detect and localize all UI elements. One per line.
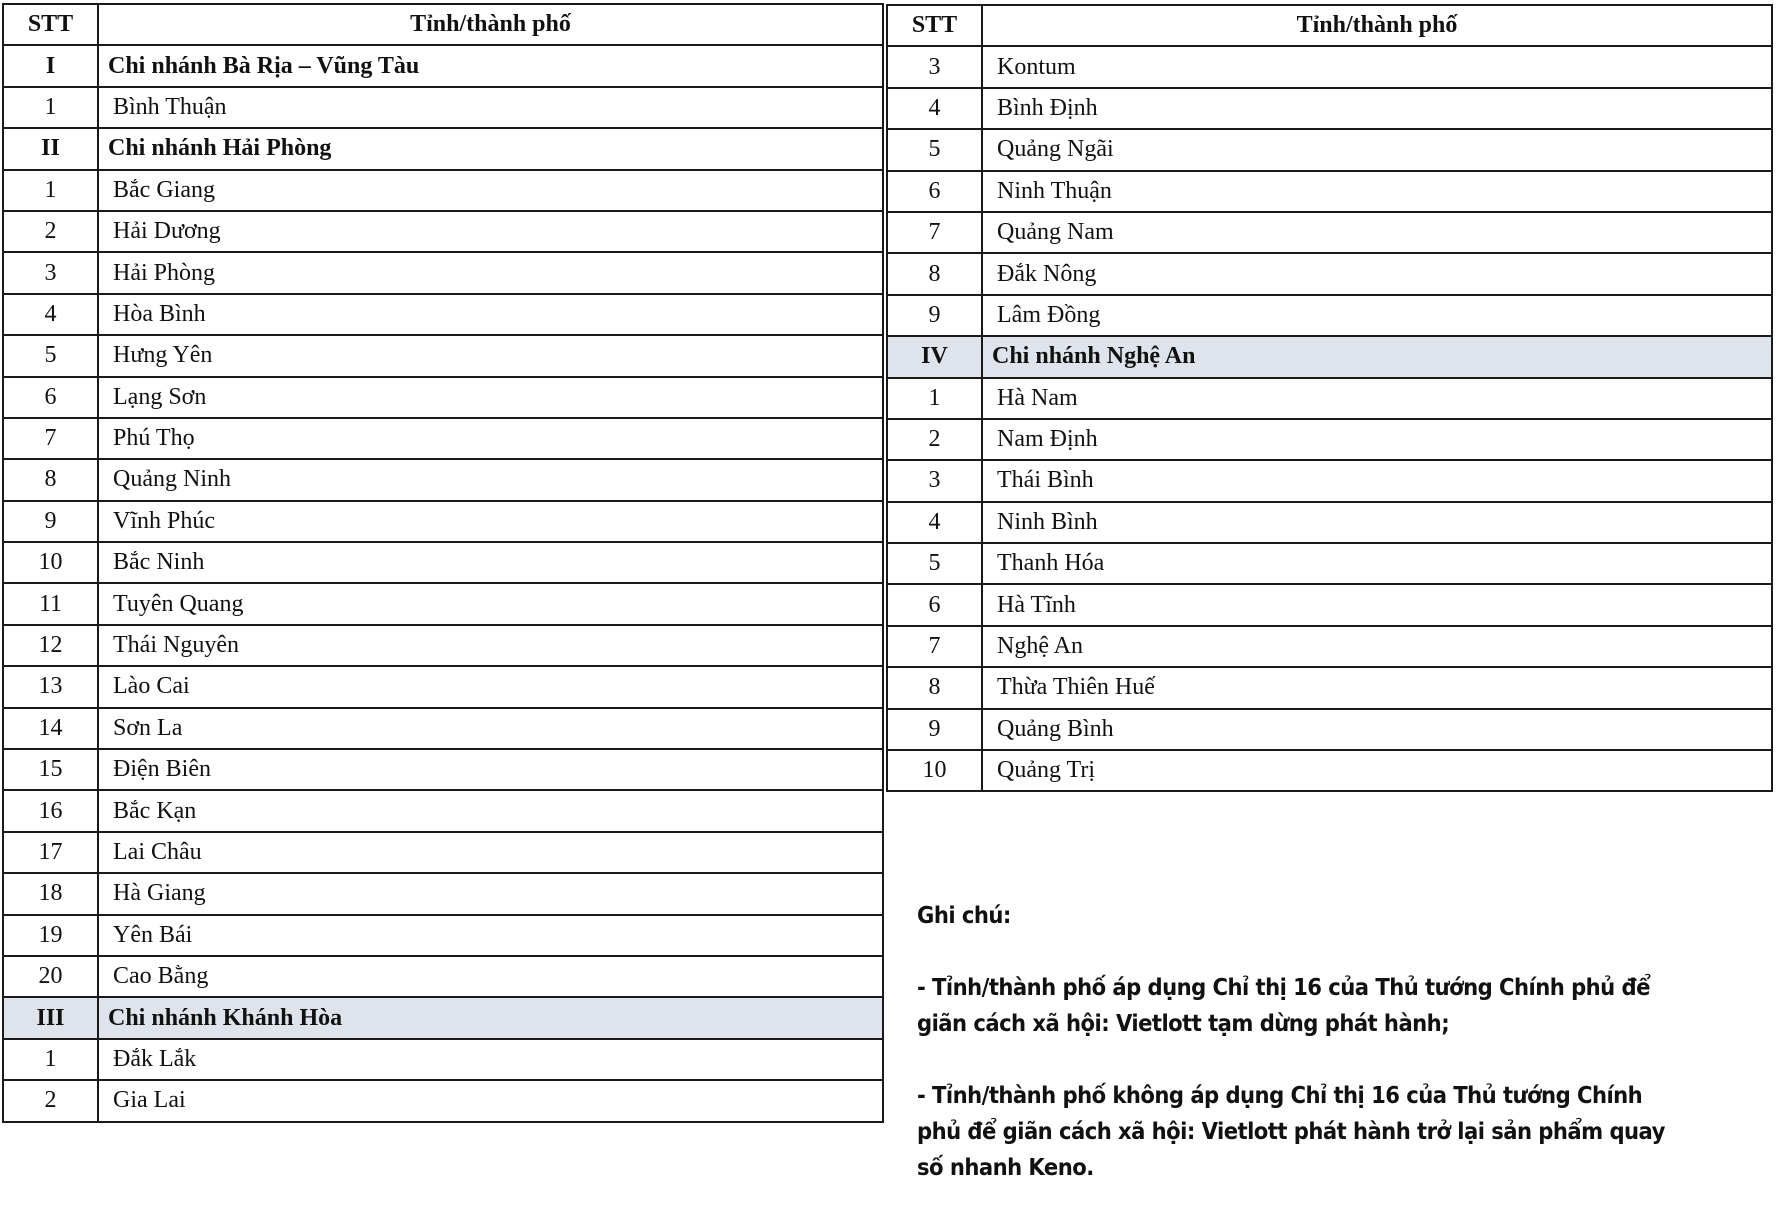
- province-cell: Cao Bằng: [98, 956, 883, 997]
- table-row: [887, 253, 1772, 294]
- stt-cell: 4: [887, 88, 982, 129]
- stt-cell: 19: [3, 915, 98, 956]
- stt-cell: 3: [887, 46, 982, 87]
- province-cell: Bắc Giang: [98, 170, 883, 211]
- province-cell: Hưng Yên: [98, 335, 883, 376]
- table-row: [887, 46, 1772, 87]
- table-row: [887, 750, 1772, 791]
- table-row: [3, 583, 883, 624]
- table-row: [887, 129, 1772, 170]
- stt-cell: 5: [887, 543, 982, 584]
- province-cell: Vĩnh Phúc: [98, 501, 883, 542]
- notes-title: Ghi chú:: [917, 903, 1011, 929]
- table-row: [3, 170, 883, 211]
- table-row: [887, 295, 1772, 336]
- table-row: [3, 956, 883, 997]
- stt-cell: 5: [3, 335, 98, 376]
- table-row: [887, 543, 1772, 584]
- header-province: Tỉnh/thành phố: [98, 4, 883, 45]
- table-row: [3, 418, 883, 459]
- table-row: [3, 252, 883, 293]
- province-cell: Quảng Ngãi: [982, 129, 1772, 170]
- table-row: [3, 501, 883, 542]
- stt-cell: III: [3, 997, 98, 1038]
- province-table-left: [2, 3, 884, 1123]
- table-header-row: [887, 5, 1772, 46]
- province-cell: Bắc Ninh: [98, 542, 883, 583]
- province-cell: Sơn La: [98, 708, 883, 749]
- header-stt: STT: [3, 4, 98, 45]
- stt-cell: 7: [3, 418, 98, 459]
- stt-cell: 10: [3, 542, 98, 583]
- stt-cell: II: [3, 128, 98, 169]
- province-cell: Quảng Ninh: [98, 459, 883, 500]
- branch-group-row: [3, 997, 883, 1038]
- stt-cell: 6: [887, 584, 982, 625]
- province-cell: Ninh Thuận: [982, 171, 1772, 212]
- province-cell: Gia Lai: [98, 1080, 883, 1121]
- province-cell: Phú Thọ: [98, 418, 883, 459]
- stt-cell: 2: [887, 419, 982, 460]
- province-cell: Đắk Nông: [982, 253, 1772, 294]
- header-province: Tỉnh/thành phố: [982, 5, 1772, 46]
- province-table-right: [886, 4, 1773, 792]
- table-row: [887, 171, 1772, 212]
- province-cell: Kontum: [982, 46, 1772, 87]
- stt-cell: 9: [887, 709, 982, 750]
- stt-cell: 8: [3, 459, 98, 500]
- table-row: [3, 211, 883, 252]
- stt-cell: 13: [3, 666, 98, 707]
- province-cell: Nghệ An: [982, 626, 1772, 667]
- province-cell: Hà Nam: [982, 378, 1772, 419]
- table-row: [887, 378, 1772, 419]
- province-cell: Lâm Đồng: [982, 295, 1772, 336]
- stt-cell: 1: [887, 378, 982, 419]
- table-header-row: [3, 4, 883, 45]
- province-cell: Hải Phòng: [98, 252, 883, 293]
- table-row: [3, 832, 883, 873]
- province-cell: Bắc Kạn: [98, 790, 883, 831]
- branch-group-row: [887, 336, 1772, 377]
- province-cell: Quảng Nam: [982, 212, 1772, 253]
- province-cell: Hà Giang: [98, 873, 883, 914]
- stt-cell: 5: [887, 129, 982, 170]
- header-stt: STT: [887, 5, 982, 46]
- stt-cell: 14: [3, 708, 98, 749]
- stt-cell: I: [3, 45, 98, 86]
- stt-cell: 9: [887, 295, 982, 336]
- stt-cell: 6: [887, 171, 982, 212]
- table-row: [3, 625, 883, 666]
- table-row: [887, 212, 1772, 253]
- table-row: [3, 666, 883, 707]
- note-directive-not-applied: - Tỉnh/thành phố không áp dụng Chỉ thị 16 của Thủ tướng Chính phủ để giãn cách xã hội: Vietlott phát hành trở lại sản phẩm quay số nhanh Keno.: [917, 1083, 1665, 1181]
- province-cell: Tuyên Quang: [98, 583, 883, 624]
- province-cell: Lào Cai: [98, 666, 883, 707]
- stt-cell: 1: [3, 170, 98, 211]
- branch-group-row: [3, 45, 883, 86]
- stt-cell: 2: [3, 1080, 98, 1121]
- table-row: [3, 1080, 883, 1121]
- stt-cell: 16: [3, 790, 98, 831]
- stt-cell: 3: [887, 460, 982, 501]
- stt-cell: 4: [3, 294, 98, 335]
- province-cell: Quảng Trị: [982, 750, 1772, 791]
- table-row: [3, 459, 883, 500]
- stt-cell: 2: [3, 211, 98, 252]
- table-row: [887, 709, 1772, 750]
- table-row: [887, 626, 1772, 667]
- table-row: [3, 790, 883, 831]
- province-cell: Nam Định: [982, 419, 1772, 460]
- province-cell: Hà Tĩnh: [982, 584, 1772, 625]
- stt-cell: 18: [3, 873, 98, 914]
- stt-cell: 4: [887, 502, 982, 543]
- province-cell: Hòa Bình: [98, 294, 883, 335]
- table-row: [3, 915, 883, 956]
- province-cell: Thái Bình: [982, 460, 1772, 501]
- stt-cell: 17: [3, 832, 98, 873]
- table-row: [3, 294, 883, 335]
- table-row: [3, 335, 883, 376]
- table-row: [3, 749, 883, 790]
- province-cell: Hải Dương: [98, 211, 883, 252]
- table-row: [3, 542, 883, 583]
- branch-name-cell: Chi nhánh Hải Phòng: [98, 128, 883, 169]
- province-cell: Thanh Hóa: [982, 543, 1772, 584]
- table-row: [887, 460, 1772, 501]
- table-row: [887, 419, 1772, 460]
- province-cell: Điện Biên: [98, 749, 883, 790]
- province-cell: Thừa Thiên Huế: [982, 667, 1772, 708]
- branch-name-cell: Chi nhánh Nghệ An: [982, 336, 1772, 377]
- table-row: [3, 87, 883, 128]
- province-cell: Bình Thuận: [98, 87, 883, 128]
- table-row: [887, 88, 1772, 129]
- province-cell: Yên Bái: [98, 915, 883, 956]
- table-row: [887, 584, 1772, 625]
- stt-cell: 8: [887, 667, 982, 708]
- province-cell: Lạng Sơn: [98, 377, 883, 418]
- stt-cell: 11: [3, 583, 98, 624]
- stt-cell: 10: [887, 750, 982, 791]
- stt-cell: 1: [3, 1039, 98, 1080]
- table-row: [3, 873, 883, 914]
- stt-cell: 12: [3, 625, 98, 666]
- stt-cell: 8: [887, 253, 982, 294]
- stt-cell: 7: [887, 212, 982, 253]
- stt-cell: 1: [3, 87, 98, 128]
- table-row: [887, 502, 1772, 543]
- stt-cell: 20: [3, 956, 98, 997]
- branch-name-cell: Chi nhánh Khánh Hòa: [98, 997, 883, 1038]
- stt-cell: 9: [3, 501, 98, 542]
- province-cell: Bình Định: [982, 88, 1772, 129]
- stt-cell: 15: [3, 749, 98, 790]
- table-row: [887, 667, 1772, 708]
- table-row: [3, 1039, 883, 1080]
- province-cell: Thái Nguyên: [98, 625, 883, 666]
- branch-name-cell: Chi nhánh Bà Rịa – Vũng Tàu: [98, 45, 883, 86]
- table-row: [3, 708, 883, 749]
- stt-cell: 7: [887, 626, 982, 667]
- province-cell: Lai Châu: [98, 832, 883, 873]
- branch-group-row: [3, 128, 883, 169]
- province-cell: Đắk Lắk: [98, 1039, 883, 1080]
- province-cell: Ninh Bình: [982, 502, 1772, 543]
- stt-cell: 3: [3, 252, 98, 293]
- note-directive-applied: - Tỉnh/thành phố áp dụng Chỉ thị 16 của Thủ tướng Chính phủ để giãn cách xã hội: Vietlott tạm dừng phát hành;: [917, 975, 1650, 1037]
- stt-cell: 6: [3, 377, 98, 418]
- stt-cell: IV: [887, 336, 982, 377]
- province-cell: Quảng Bình: [982, 709, 1772, 750]
- notes-section: [917, 898, 1690, 1222]
- table-row: [3, 377, 883, 418]
